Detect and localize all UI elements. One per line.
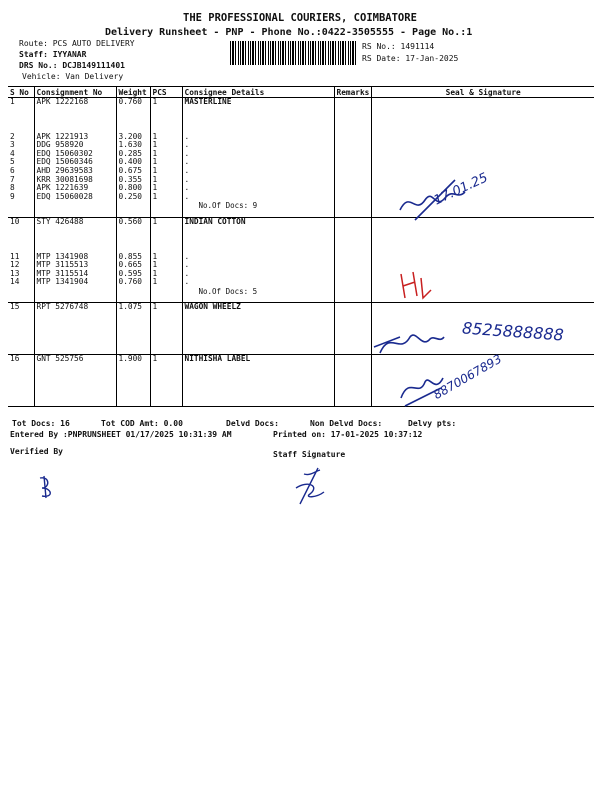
row-value: 0.800 xyxy=(118,183,142,193)
consignment-block xyxy=(8,218,594,303)
col-seal-signature: Seal & Signature xyxy=(372,87,594,98)
row-value: . xyxy=(184,131,190,141)
row-value: 1 xyxy=(152,302,158,311)
route-label: Route: PCS AUTO DELIVERY xyxy=(19,39,135,48)
row-value: 1 xyxy=(152,183,158,193)
row-value: 7 xyxy=(10,174,15,184)
row-value: 0.760 xyxy=(118,277,142,287)
docs-count: No.Of Docs: 9 xyxy=(198,201,258,211)
drs-label: DRS No.: DCJB149111401 xyxy=(19,61,125,70)
row-value: 1 xyxy=(152,268,158,278)
handwritten-date: 17.01.25 xyxy=(431,170,491,209)
row-value: 1.900 xyxy=(118,354,142,363)
entered-by: Entered By :PNPRUNSHEET 01/17/2025 10:31:39 AM xyxy=(10,430,232,439)
row-value: 0.560 xyxy=(118,217,142,226)
row-value: 1 xyxy=(152,277,158,287)
row-value: . xyxy=(184,140,190,150)
row-value: 1 xyxy=(152,354,158,363)
row-value: . xyxy=(184,174,190,184)
row-value: 10 xyxy=(10,217,20,226)
row-value: MASTERLINE xyxy=(184,97,232,106)
row-value: WAGON WHEELZ xyxy=(184,302,241,311)
row-value: 1 xyxy=(152,174,158,184)
rs-date: RS Date: 17-Jan-2025 xyxy=(362,54,459,63)
row-value: MTP 1341908 xyxy=(36,251,89,261)
row-value: 0.400 xyxy=(118,157,142,167)
row-value: 0.355 xyxy=(118,174,142,184)
col-consignee: Consignee Details xyxy=(182,87,334,98)
row-value: 1 xyxy=(152,251,158,261)
row-value: 2 xyxy=(10,131,15,141)
row-value: 1 xyxy=(152,131,158,141)
runsheet-subtitle: Delivery Runsheet - PNP - Phone No.:0422-3505555 - Page No.:1 xyxy=(105,27,473,38)
handwritten-phone-2: 8870067893 xyxy=(431,351,505,402)
row-value: KRR 30081698 xyxy=(36,174,93,184)
row-value: 11 xyxy=(10,251,20,261)
consignee-cell xyxy=(182,98,334,218)
col-remarks: Remarks xyxy=(334,87,372,98)
tot-cod-amt: Tot COD Amt: 0.00 xyxy=(101,419,183,428)
consignment-block xyxy=(8,98,594,218)
runsheet-table xyxy=(8,86,594,407)
row-value: EDQ 15060028 xyxy=(36,191,93,201)
docs-count: No.Of Docs: 5 xyxy=(198,286,258,296)
row-value: MTP 3115514 xyxy=(36,268,89,278)
staff-signature-label: Staff Signature xyxy=(273,450,346,459)
row-value: 0.855 xyxy=(118,251,142,261)
non-delvd-docs: Non Delvd Docs: xyxy=(310,419,383,428)
sno-cell xyxy=(8,98,34,218)
row-value: 1 xyxy=(152,157,158,167)
row-value: NITHISHA LABEL xyxy=(184,354,251,363)
row-value: . xyxy=(184,277,190,287)
table-header xyxy=(8,87,594,98)
handwritten-phone-1: 8525888888 xyxy=(461,318,565,345)
weight-cell xyxy=(116,355,150,407)
printed-on: Printed on: 17-01-2025 10:37:12 xyxy=(273,430,423,439)
barcode xyxy=(230,41,358,65)
row-value: 1 xyxy=(152,140,158,150)
delvd-docs: Delvd Docs: xyxy=(226,419,279,428)
row-value: APK 1222168 xyxy=(36,97,89,106)
row-value: 0.595 xyxy=(118,268,142,278)
row-value: 1 xyxy=(10,97,15,106)
row-value: EDQ 15060302 xyxy=(36,148,93,158)
row-value: RPT 5276748 xyxy=(36,302,89,311)
row-value: 1.075 xyxy=(118,302,142,311)
pcs-cell xyxy=(150,218,182,303)
consignment-cell xyxy=(34,355,116,407)
remarks-cell xyxy=(334,355,372,407)
row-value: 1 xyxy=(152,260,158,270)
consignment-cell xyxy=(34,303,116,355)
consignment-block xyxy=(8,355,594,407)
row-value: 1 xyxy=(152,165,158,175)
row-value: . xyxy=(184,165,190,175)
row-value: EDQ 15060346 xyxy=(36,157,93,167)
staff-label: Staff: IYYANAR xyxy=(19,50,87,59)
row-value: 14 xyxy=(10,277,20,287)
remarks-cell xyxy=(334,218,372,303)
remarks-cell xyxy=(334,98,372,218)
row-value: APK 1221913 xyxy=(36,131,89,141)
row-value: APK 1221639 xyxy=(36,183,89,193)
weight-cell xyxy=(116,98,150,218)
company-title: THE PROFESSIONAL COURIERS, COIMBATORE xyxy=(183,12,417,24)
row-value: 12 xyxy=(10,260,20,270)
row-value: 1 xyxy=(152,97,158,106)
row-value: 9 xyxy=(10,191,15,201)
red-initials-mark xyxy=(395,268,435,308)
remarks-cell xyxy=(334,303,372,355)
rs-number: RS No.: 1491114 xyxy=(362,42,435,51)
weight-cell xyxy=(116,303,150,355)
row-value: 15 xyxy=(10,302,20,311)
consignee-cell xyxy=(182,303,334,355)
row-value: 0.250 xyxy=(118,191,142,201)
row-value: AHD 29639583 xyxy=(36,165,93,175)
row-value: 1 xyxy=(152,191,158,201)
row-value: . xyxy=(184,260,190,270)
row-value: 4 xyxy=(10,148,15,158)
sno-cell xyxy=(8,303,34,355)
row-value: 0.285 xyxy=(118,148,142,158)
row-value: 1 xyxy=(152,217,158,226)
col-consignment: Consignment No xyxy=(34,87,116,98)
row-value: STY 426488 xyxy=(36,217,84,226)
row-value: 0.760 xyxy=(118,97,142,106)
row-value: 1.630 xyxy=(118,140,142,150)
row-value: 3.200 xyxy=(118,131,142,141)
consignment-cell xyxy=(34,218,116,303)
verified-by-label: Verified By xyxy=(10,447,63,456)
row-value: MTP 3115513 xyxy=(36,260,89,270)
row-value: 6 xyxy=(10,165,15,175)
row-value: . xyxy=(184,183,190,193)
col-weight: Weight xyxy=(116,87,150,98)
row-value: . xyxy=(184,251,190,261)
row-value: DDG 958920 xyxy=(36,140,84,150)
row-value: 1 xyxy=(152,148,158,158)
sno-cell xyxy=(8,218,34,303)
weight-cell xyxy=(116,218,150,303)
row-value: . xyxy=(184,148,190,158)
row-value: 13 xyxy=(10,268,20,278)
consignee-cell xyxy=(182,355,334,407)
row-value: 5 xyxy=(10,157,15,167)
row-value: 3 xyxy=(10,140,15,150)
row-value: . xyxy=(184,191,190,201)
row-value: 0.665 xyxy=(118,260,142,270)
vehicle-label: Vehicle: Van Delivery xyxy=(22,72,124,81)
pcs-cell xyxy=(150,303,182,355)
delvy-pts: Delvy pts: xyxy=(408,419,457,428)
row-value: . xyxy=(184,268,190,278)
consignee-cell xyxy=(182,218,334,303)
pcs-cell xyxy=(150,355,182,407)
row-value: . xyxy=(184,157,190,167)
row-value: INDIAN COTTON xyxy=(184,217,246,226)
sno-cell xyxy=(8,355,34,407)
row-value: 0.675 xyxy=(118,165,142,175)
pcs-cell xyxy=(150,98,182,218)
row-value: GNT 525756 xyxy=(36,354,84,363)
row-value: 16 xyxy=(10,354,20,363)
col-sno: S No xyxy=(8,87,34,98)
col-pcs: PCS xyxy=(150,87,182,98)
delivery-signature-2 xyxy=(370,325,450,360)
row-value: MTP 1341904 xyxy=(36,277,89,287)
verifier-signature xyxy=(36,474,58,500)
row-value: 8 xyxy=(10,183,15,193)
staff-signature xyxy=(290,464,330,509)
tot-docs: Tot Docs: 16 xyxy=(12,419,70,428)
consignment-cell xyxy=(34,98,116,218)
